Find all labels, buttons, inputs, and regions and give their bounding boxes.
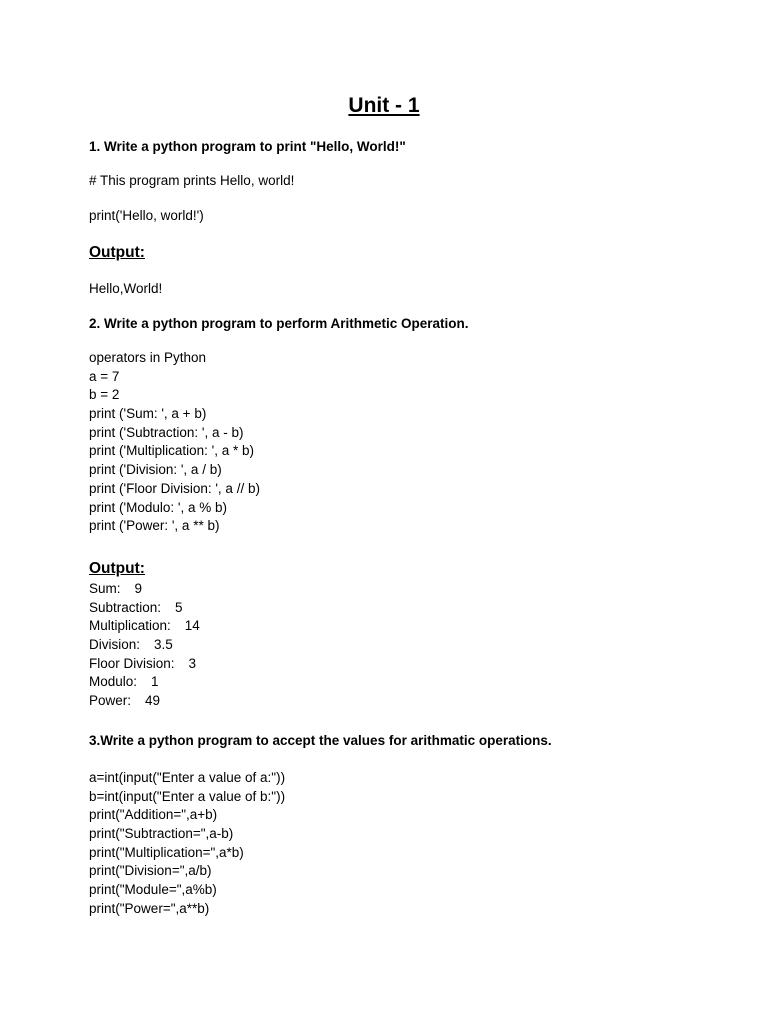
output-label: Power: — [89, 693, 132, 709]
output-label: Division: — [89, 637, 141, 653]
code-line: print("Power=",a**b) — [89, 900, 210, 916]
section-3-code-block — [89, 769, 285, 919]
code-line: print ('Multiplication: ', a * b) — [89, 443, 254, 459]
code-line: print ('Sum: ', a + b) — [89, 406, 207, 422]
section-2-output-label: Output: — [89, 560, 145, 577]
section-3-heading: 3.Write a python program to accept the values for arithmatic operations. — [89, 733, 552, 748]
code-line: print ('Subtraction: ', a - b) — [89, 424, 244, 440]
code-line: print("Subtraction=",a-b) — [89, 826, 234, 842]
code-line: a=int(input("Enter a value of a:")) — [89, 770, 286, 785]
code-line: operators in Python — [89, 350, 207, 365]
output-value: 3.5 — [154, 637, 173, 653]
code-line: print("Addition=",a+b) — [89, 807, 218, 823]
output-value: 3 — [188, 655, 197, 671]
section-1-code: print('Hello, world!') — [89, 208, 204, 223]
code-line: print ('Power: ', a ** b) — [89, 518, 220, 534]
output-row — [89, 673, 200, 692]
code-line: print ('Division: ', a / b) — [89, 462, 222, 478]
code-line: print("Division=",a/b) — [89, 863, 212, 879]
output-row — [89, 599, 200, 618]
output-value: 14 — [184, 618, 200, 634]
page-title: Unit - 1 — [348, 94, 420, 117]
output-value: 49 — [145, 693, 161, 709]
output-value: 9 — [134, 581, 143, 596]
section-2-heading: 2. Write a python program to perform Arithmetic Operation. — [89, 316, 469, 331]
output-value: 5 — [175, 599, 183, 615]
output-label: Multiplication: — [89, 618, 171, 634]
code-line: b=int(input("Enter a value of b:")) — [89, 788, 286, 804]
output-row — [89, 692, 200, 711]
section-1-comment: # This program prints Hello, world! — [89, 173, 295, 188]
output-row — [89, 617, 200, 636]
output-value: 1 — [151, 674, 159, 690]
section-2-code-block — [89, 349, 260, 536]
output-label: Floor Division: — [89, 655, 175, 671]
output-row — [89, 636, 200, 655]
code-line: print ('Modulo: ', a % b) — [89, 499, 227, 515]
section-1-output-label: Output: — [89, 244, 145, 261]
output-label: Sum: — [89, 581, 121, 596]
code-line: print("Multiplication=",a*b) — [89, 844, 244, 860]
output-label: Subtraction: — [89, 599, 162, 615]
code-line: a = 7 — [89, 368, 120, 384]
code-line: b = 2 — [89, 387, 120, 403]
section-2-output-block — [89, 580, 200, 711]
section-1-output: Hello,World! — [89, 281, 163, 296]
output-row — [89, 580, 200, 599]
section-1-heading: 1. Write a python program to print "Hello, World!" — [89, 139, 406, 154]
code-line: print ('Floor Division: ', a // b) — [89, 480, 260, 496]
output-row — [89, 655, 200, 674]
output-label: Modulo: — [89, 674, 138, 690]
code-line: print("Module=",a%b) — [89, 882, 217, 898]
